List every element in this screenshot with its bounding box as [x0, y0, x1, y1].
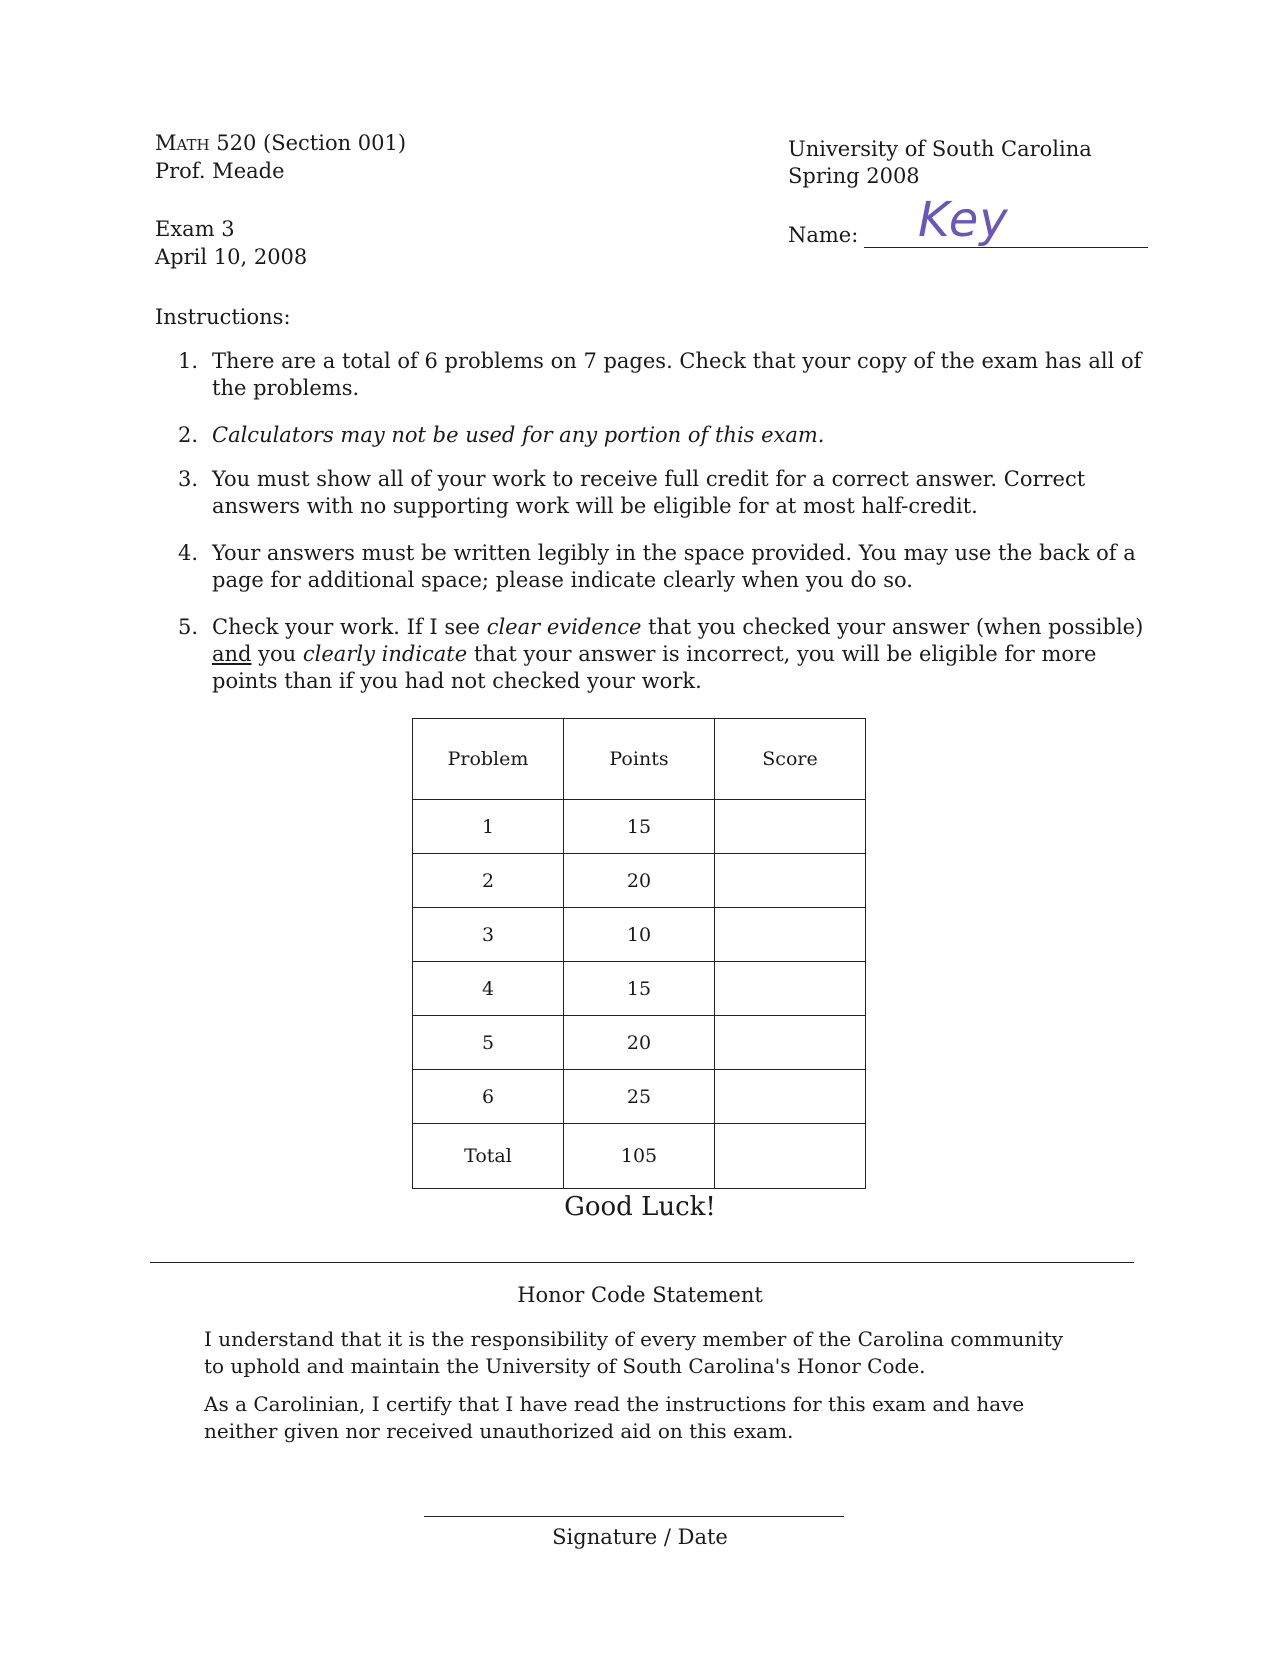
points-cell: 20 [564, 1016, 715, 1070]
course-title [155, 129, 406, 157]
problem-cell: 6 [413, 1070, 564, 1124]
column-header-points: Points [564, 719, 715, 800]
points-cell: 15 [564, 962, 715, 1016]
instruction-item: 5. Check your work. If I see clear evidence that you checked your answer (when possible) and you clearly indicate that your answer is incorrect, you will be eligible for more points than if you had not checked your work. [178, 615, 1144, 693]
score-cell[interactable] [715, 962, 866, 1016]
score-cell[interactable] [715, 1124, 866, 1189]
divider [150, 1262, 1134, 1263]
term: Spring 2008 [788, 164, 920, 188]
honor-code-certification: As a Carolinian, I certify that I have read the instructions for this exam and have neither given nor received unauthorized aid on this exam. [204, 1392, 1025, 1443]
points-cell: 25 [564, 1070, 715, 1124]
course-section: 520 (Section 001) [209, 131, 407, 155]
table-row [413, 800, 866, 854]
problem-cell: Total [413, 1124, 564, 1189]
instruction-item: 3. You must show all of your work to receive full credit for a correct answer. Correct answers with no supporting work will be eligible for at most half-credit. [178, 467, 1086, 518]
problem-cell: 2 [413, 854, 564, 908]
exam-number: Exam 3 [155, 217, 235, 241]
problem-cell: 5 [413, 1016, 564, 1070]
signature-label: Signature / Date [552, 1525, 728, 1549]
professor: Prof. Meade [155, 159, 285, 183]
course-prefix: Math [155, 131, 210, 155]
table-row [413, 908, 866, 962]
honor-code-title: Honor Code Statement [517, 1283, 763, 1307]
score-cell[interactable] [715, 1070, 866, 1124]
name-label: Name: [788, 223, 859, 247]
column-header-problem: Problem [413, 719, 564, 800]
table-row [413, 962, 866, 1016]
signature-line[interactable] [424, 1516, 844, 1517]
points-cell: 15 [564, 800, 715, 854]
table-row [413, 854, 866, 908]
honor-code-paragraph: I understand that it is the responsibility of every member of the Carolina community to uphold and maintain the University of South Carolina's Honor Code. [204, 1327, 1064, 1378]
score-cell[interactable] [715, 854, 866, 908]
instructions-title: Instructions: [155, 305, 291, 329]
instruction-item: 2. Calculators may not be used for any portion of this exam. [178, 423, 825, 447]
exam-date: April 10, 2008 [155, 245, 308, 269]
score-cell[interactable] [715, 908, 866, 962]
university: University of South Carolina [788, 137, 1092, 161]
table-row [413, 1016, 866, 1070]
problem-cell: 3 [413, 908, 564, 962]
instruction-item: 4. Your answers must be written legibly in the space provided. You may use the back of a page for additional space; please indicate clearly when you do so. [178, 541, 1136, 592]
instruction-item: 1. There are a total of 6 problems on 7 pages. Check that your copy of the exam has all of the problems. [178, 349, 1142, 400]
table-total-row [413, 1124, 866, 1189]
score-cell[interactable] [715, 1016, 866, 1070]
score-cell[interactable] [715, 800, 866, 854]
table-header-row [413, 719, 866, 800]
points-cell: 10 [564, 908, 715, 962]
table-row [413, 1070, 866, 1124]
good-luck: Good Luck! [564, 1192, 716, 1222]
problem-cell: 4 [413, 962, 564, 1016]
points-cell: 20 [564, 854, 715, 908]
problem-cell: 1 [413, 800, 564, 854]
points-cell: 105 [564, 1124, 715, 1189]
column-header-score: Score [715, 719, 866, 800]
name-handwritten: Key [918, 192, 1009, 248]
score-table [412, 718, 866, 1189]
